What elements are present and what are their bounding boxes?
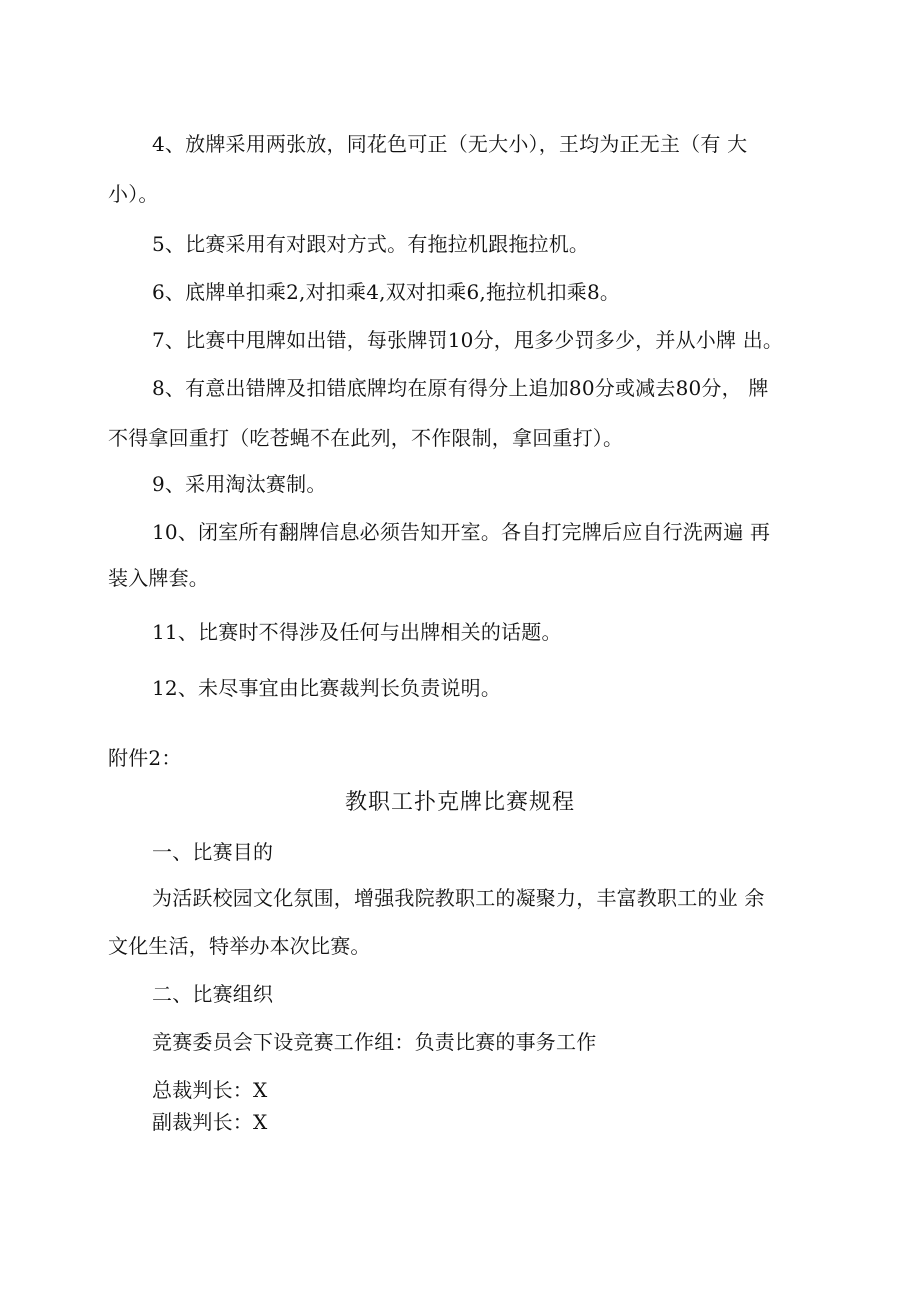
document-title: 教职工扑克牌比赛规程 (344, 790, 575, 815)
deputy-referee: 副裁判长：X (152, 1110, 268, 1134)
section-1-line-2: 文化生活，特举办本次比赛。 (108, 934, 371, 958)
rule-8-line-1: 8、有意出错牌及扣错底牌均在原有得分上追加80分或减去80分， 牌 (152, 376, 769, 400)
rule-9: 9、采用淘汰赛制。 (152, 472, 327, 496)
rule-7: 7、比赛中甩牌如出错，每张牌罚10分，甩多少罚多少，并从小牌 出。 (152, 328, 784, 352)
section-1-heading: 一、比赛目的 (152, 840, 274, 864)
rule-10-line-2: 装入牌套。 (108, 566, 209, 590)
rule-4-line-2: 小）。 (108, 182, 159, 206)
rule-4-line-1: 4、放牌采用两张放，同花色可正（无大小），王均为正无主（有 大 (152, 132, 748, 156)
rule-6: 6、底牌单扣乘2,对扣乘4,双对扣乘6,拖拉机扣乘8。 (152, 280, 621, 304)
rule-12: 12、未尽事宜由比赛裁判长负责说明。 (152, 676, 502, 700)
section-2-line-1: 竞赛委员会下设竞赛工作组：负责比赛的事务工作 (152, 1030, 597, 1054)
section-2-heading: 二、比赛组织 (152, 982, 274, 1006)
rule-5: 5、比赛采用有对跟对方式。有拖拉机跟拖拉机。 (152, 232, 590, 256)
section-1-line-1: 为活跃校园文化氛围，增强我院教职工的凝聚力，丰富教职工的业 余 (152, 886, 765, 910)
rule-10-line-1: 10、闭室所有翻牌信息必须告知开室。各自打完牌后应自行洗两遍 再 (152, 520, 771, 544)
chief-referee: 总裁判长：X (152, 1078, 268, 1102)
attachment-label: 附件2： (108, 746, 182, 770)
rule-8-line-2: 不得拿回重打（吃苍蝇不在此列，不作限制，拿回重打）。 (108, 426, 624, 450)
rule-11: 11、比赛时不得涉及任何与出牌相关的话题。 (152, 620, 562, 644)
